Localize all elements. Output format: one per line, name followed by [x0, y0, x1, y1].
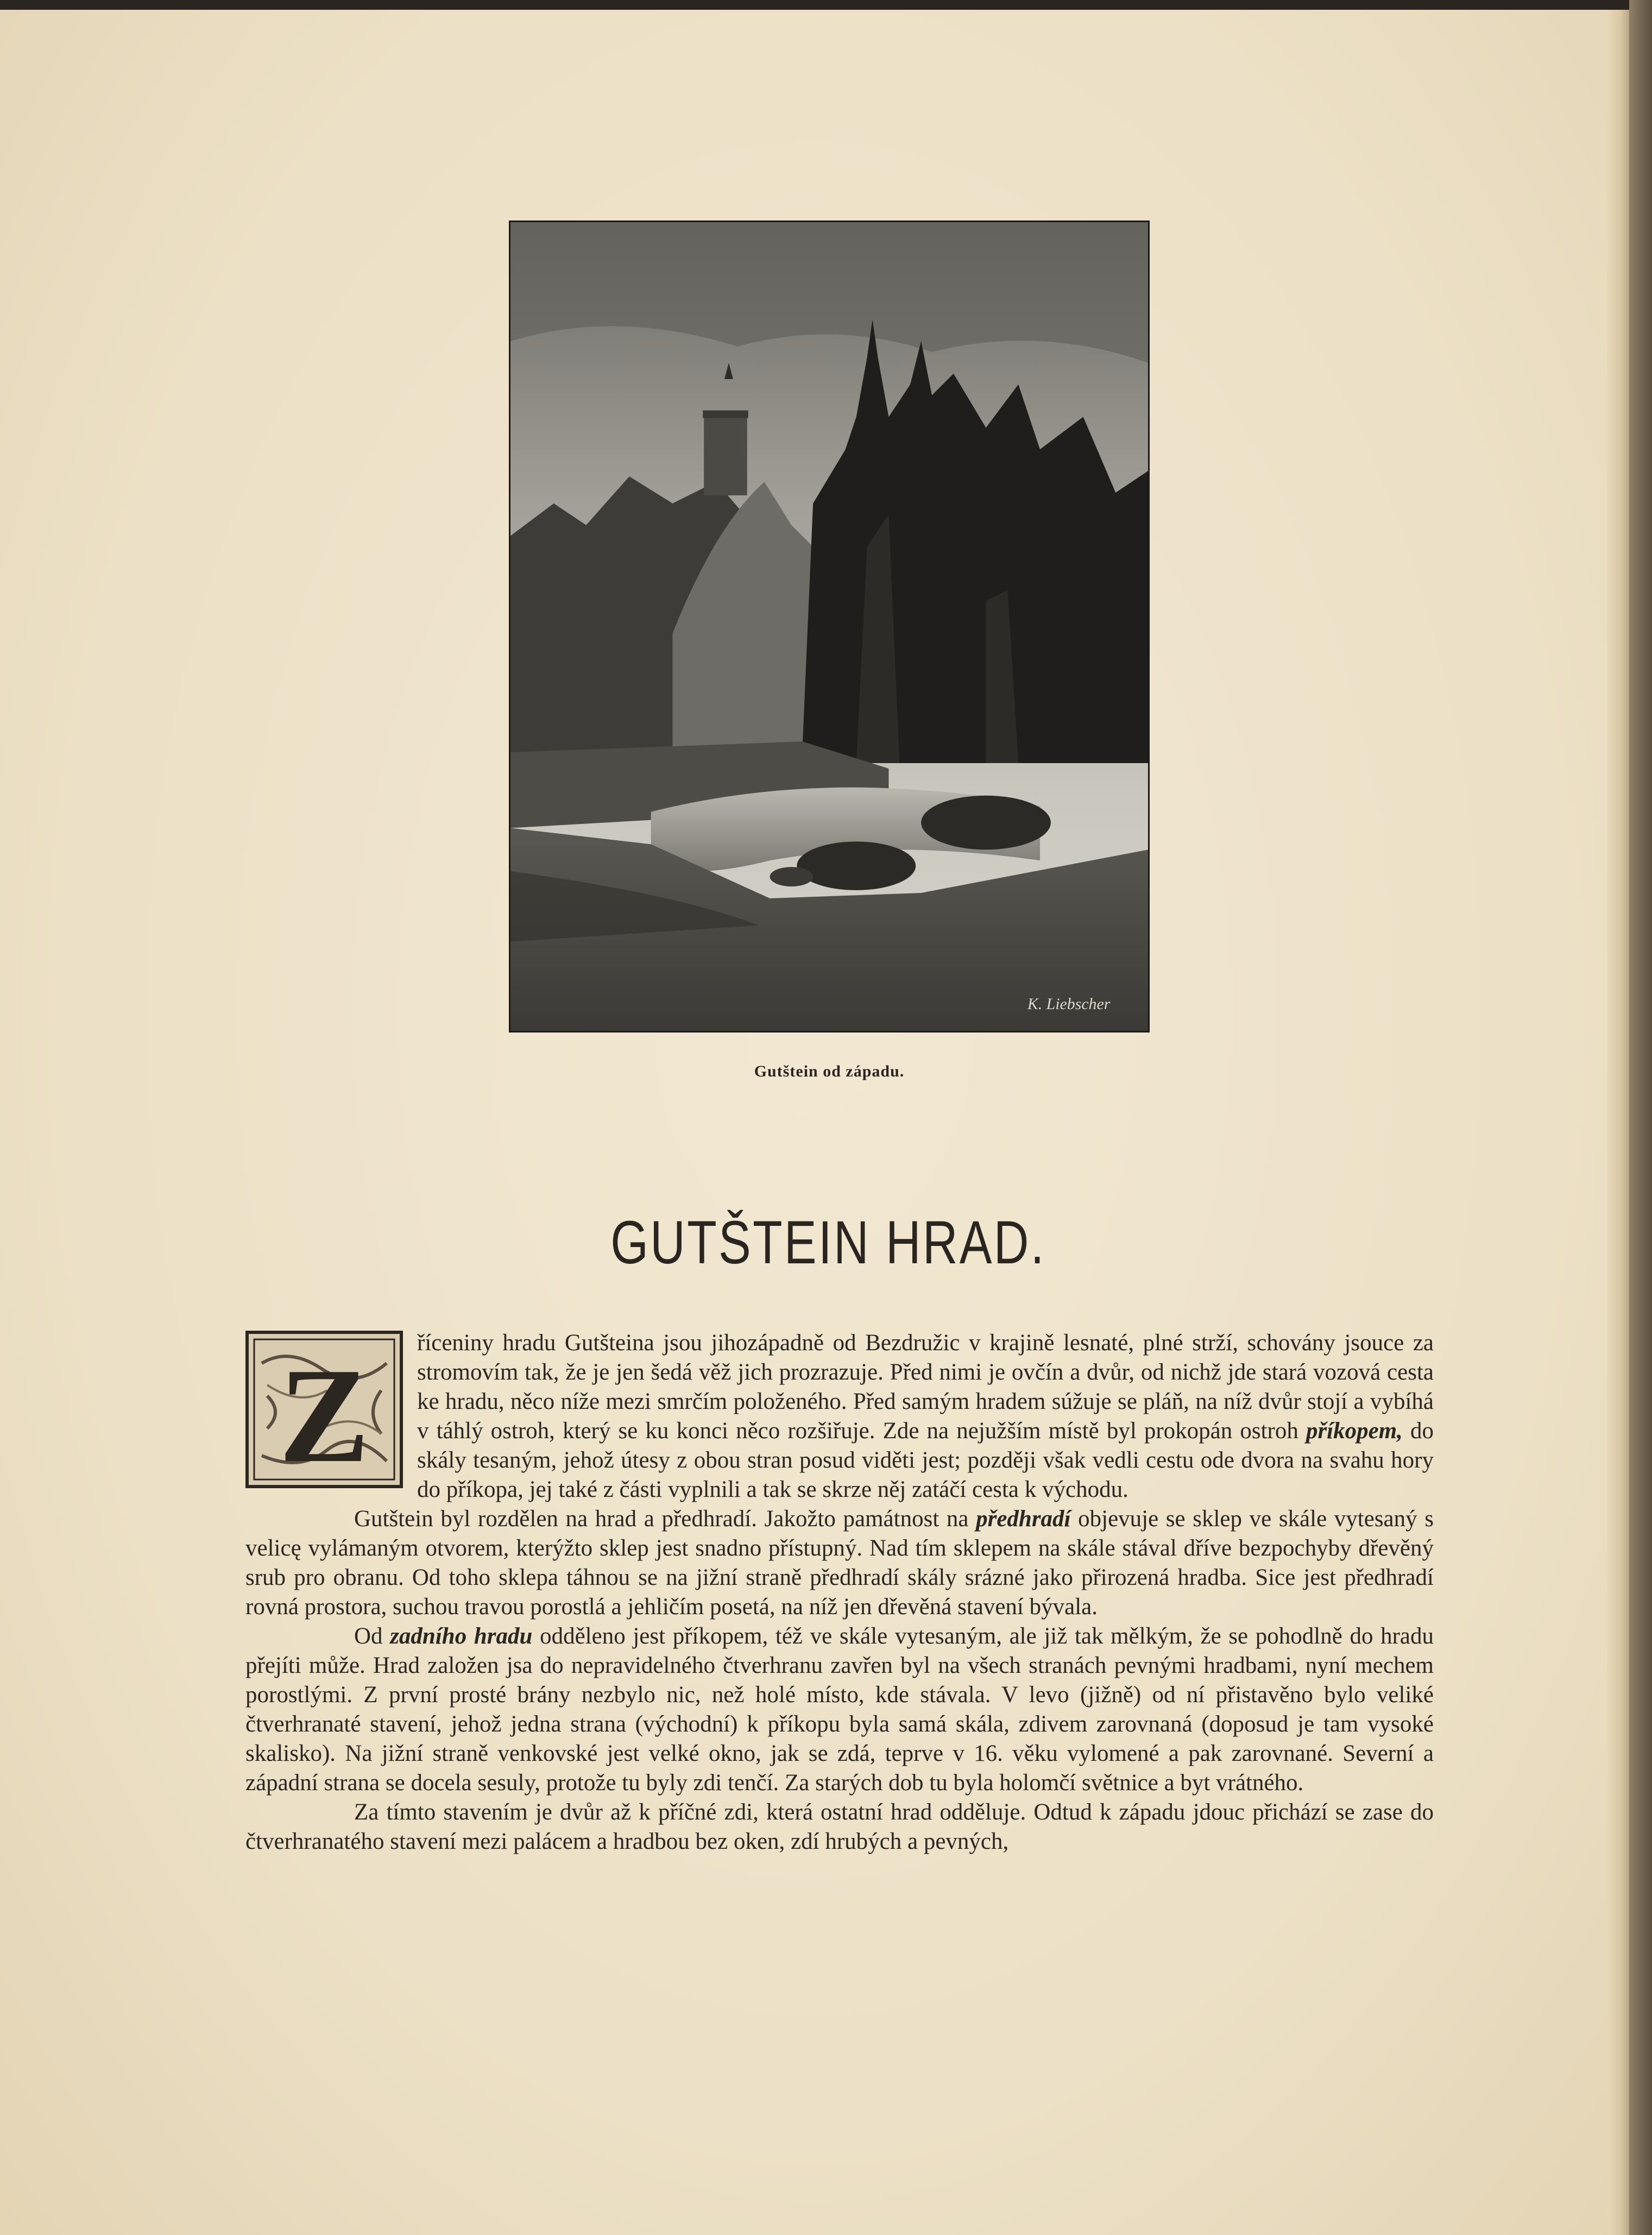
paragraph-3-text: Od: [354, 1623, 390, 1649]
paragraph-1-rest: do skály tesaným, jehož útesy z obou stran posud viděti jest; později však vedli cestu ode dvora na svahu hory do příkopa, jej také z části vyplnili a tak se skrze něj zatáčí cesta k východu.: [417, 1418, 1434, 1502]
figure-caption: Gutštein od západu.: [754, 1062, 905, 1080]
paragraph-3-emphasis: zadního hradu: [390, 1623, 533, 1649]
boulder-right: [921, 796, 1051, 850]
page-title: GUTŠTEIN HRAD.: [610, 1208, 1046, 1276]
paragraph-2-rest: objevuje se sklep ve skále vytesaný s velicę vylámaným otvorem, kterýžto sklep jest snadno přístupný. Nad tím sklepem na skále stával dříve bezpochyby dřevěný srub pro obranu. Od toho sklepa táhnou se na jižní straně předhradí skály srázné jako přirozená hradba. Sice jest předhradí rovná prostora, suchou travou porostlá a jehličím posetá, na níž jen dřevěná stavení bývala.: [245, 1506, 1434, 1620]
paragraph-1-emphasis: příkopem,: [1306, 1418, 1403, 1444]
paragraph-4: Za tímto stavením je dvůr až k příčné zdi, která ostatní hrad odděluje. Odtud k západu jdouc přichází se zase do čtverhranatého stavení mezi palácem a hradbou bez oken, zdí hrubých a pevných,: [245, 1799, 1434, 1854]
paragraph-1-text: říceniny hradu Gutšteina jsou jihozápadně od Bezdružic v krajině lesnaté, plné strží, schovány jsouce za stromovím tak, že je jen šedá věž jich prozrazuje. Před nimi je ovčín a dvůr, od nichž jde stará vozová cesta ke hradu, něco níže mezi smrčím položeného. Před samým hradem súžuje se pláň, na níž dvůr stojí a vybíhá v táhlý ostroh, který se ku konci něco rozšiřuje. Zde na nejužším místě byl prokopán ostroh: [417, 1330, 1434, 1444]
paragraph-3: [245, 1622, 1434, 1798]
castle-tower: [704, 414, 747, 495]
paragraph-1: [245, 1329, 1434, 1504]
ornamental-initial: [245, 1331, 403, 1488]
paragraph-2-emphasis: předhradí: [976, 1506, 1071, 1532]
page-edge-shadow: [1607, 10, 1629, 2235]
paragraph-2: [245, 1504, 1434, 1622]
scan-background-edge: [1629, 0, 1652, 2235]
landscape-illustration: [510, 222, 1148, 1031]
paragraph-3-rest: odděleno jest příkopem, též ve skále vytesaným, ale již tak mělkým, že se pohodlně do hradu přejíti může. Hrad založen jsa do nepravidelného čtverhranu zavřen byl na všech stranách pevnými hradbami, nyní mechem porostlými. Z první prosté brány nezbylo nic, než holé místo, kde stávala. V levo (jižně) od ní přistavěno bylo veliké čtverhranaté stavení, jehož jedna strana (východní) k příkopu byla samá skála, zdivem zarovnaná (doposud je tam vysoké skalisko). Na jižní straně venkovské jest velké okno, jak se zdá, teprve v 16. věku vylomené a pak zarovnané. Severní a západní strana se docela sesuly, protože tu byly zdi tenčí. Za starých dob tu byla holomčí světnice a byt vrátného.: [245, 1623, 1434, 1796]
article-body: [245, 1329, 1434, 1856]
engraving-plate: [509, 221, 1150, 1032]
boulder-left: [797, 841, 916, 890]
artist-signature: K. Liebscher: [1027, 995, 1111, 1013]
initial-letter: Z: [279, 1340, 370, 1488]
book-page: [0, 10, 1629, 2235]
drop-cap-frame: [245, 1331, 403, 1488]
paragraph-2-text: Gutštein byl rozdělen na hrad a předhradí. Jakožto památnost na: [354, 1506, 976, 1532]
